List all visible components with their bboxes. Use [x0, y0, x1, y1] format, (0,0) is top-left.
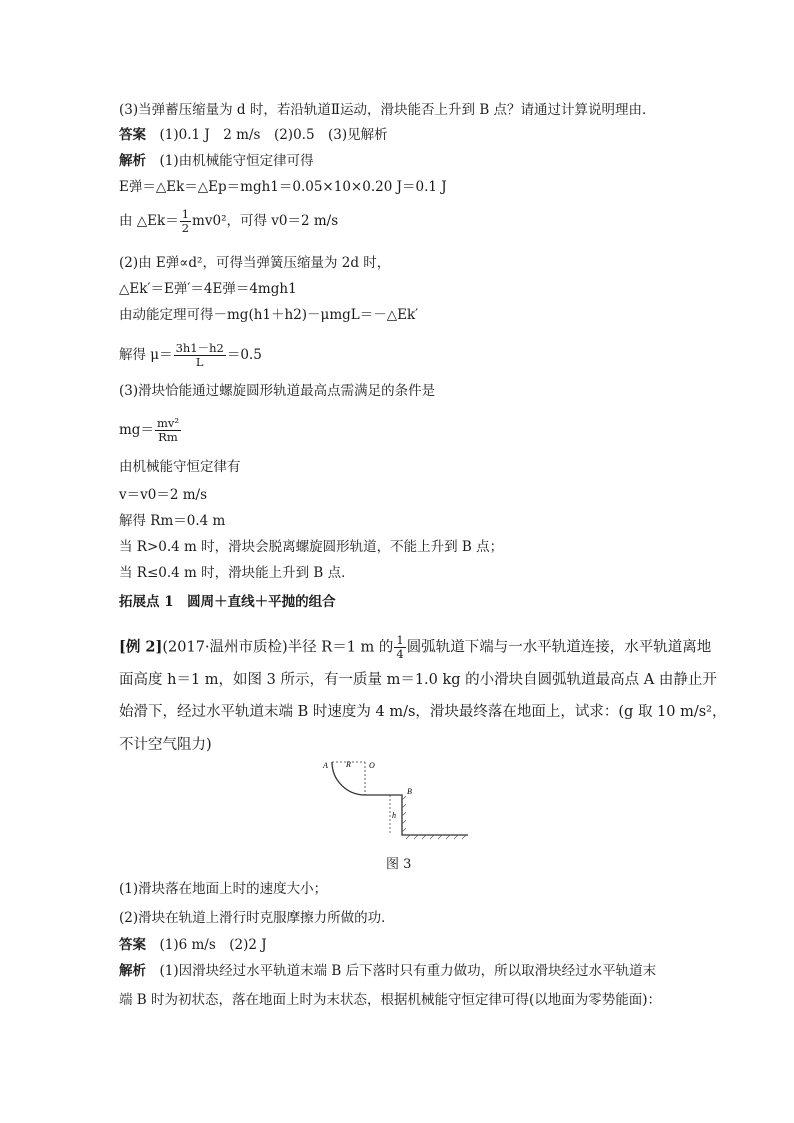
- label-b: B: [407, 787, 412, 796]
- eq-mu-pre: 解得 μ＝: [119, 347, 173, 363]
- sub-question-1: (1)滑块落在地面上时的速度大小；: [119, 881, 328, 897]
- label-h: h: [392, 811, 396, 820]
- analysis-label: 解析: [119, 963, 146, 979]
- line-energy-conservation: 由机械能守恒定律有: [119, 459, 241, 475]
- answer-line-2: [119, 936, 267, 954]
- question-3: (3)当弹蓄压缩量为 d 时，若沿轨道Ⅱ运动，滑块能否上升到 B 点？请通过计算说明理由．: [119, 102, 656, 118]
- fraction-numerator: 1: [181, 207, 190, 221]
- equation-kinetic: [119, 208, 338, 235]
- eq-kinetic-pre: 由 △Ek＝: [119, 213, 179, 229]
- track-path: [332, 762, 468, 835]
- eq-mg-pre: mg＝: [119, 422, 154, 438]
- label-a: A: [323, 761, 328, 770]
- section-heading: 拓展点 1 圆周＋直线＋平抛的组合: [119, 594, 336, 610]
- ground-hatch: [402, 796, 466, 839]
- answer-text: (1)6 m/s (2)2 J: [159, 937, 267, 953]
- example-line-4: 不计空气阻力): [119, 737, 212, 753]
- answer-text: (1)0.1 J 2 m/s (2)0.5 (3)见解析: [159, 127, 388, 143]
- fraction-denominator: L: [195, 355, 204, 369]
- sub-question-2: (2)滑块在轨道上滑行时克服摩擦力所做的功．: [119, 910, 395, 926]
- fraction-centripetal: [155, 417, 181, 444]
- equation-energy: E弹＝△Ek＝△Ep＝mgh1＝0.05×10×0.20 J＝0.1 J: [119, 179, 447, 195]
- analysis-text: (1)因滑块经过水平轨道末端 B 后下落时只有重力做功，所以取滑块经过水平轨道末: [159, 963, 657, 979]
- line-work-energy: 由动能定理可得－mg(h1＋h2)－μmgL＝－△Ek′: [119, 307, 419, 323]
- line-velocity: v＝v0＝2 m/s: [119, 487, 208, 503]
- fraction-numerator: mv²: [156, 416, 179, 430]
- fraction-quarter: [394, 634, 405, 661]
- fraction-denominator: 2: [181, 221, 190, 235]
- label-o: O: [369, 761, 375, 770]
- example-tag: [例 2]: [119, 638, 163, 656]
- fraction-numerator: 3h1－h2: [175, 341, 224, 355]
- fraction-mu: [174, 342, 226, 369]
- answer-line: [119, 126, 388, 144]
- answer-label: 答案: [119, 127, 146, 143]
- fraction-half: [180, 208, 191, 235]
- example-line-3: 始滑下，经过水平轨道末端 B 时速度为 4 m/s，滑块最终落在地面上，试求：(g 取 10 m/s²，: [119, 704, 727, 720]
- example-text-pre: (2017·温州市质检)半径 R＝1 m 的: [162, 639, 394, 656]
- line-solve-mu: [119, 342, 262, 369]
- analysis-line-2: [119, 962, 656, 980]
- line-solve-rm: 解得 Rm＝0.4 m: [119, 513, 226, 529]
- analysis-label: 解析: [119, 153, 146, 169]
- line-part-2: (2)由 E弹∝d²，可得当弹簧压缩量为 2d 时，: [119, 255, 391, 271]
- eq-kinetic-post: mv0²，可得 v0＝2 m/s: [192, 213, 339, 229]
- fraction-numerator: 1: [396, 633, 404, 647]
- line-delta-ek: △Ek′＝E弹′＝4E弹＝4mgh1: [119, 281, 297, 297]
- line-part-3: (3)滑块恰能通过螺旋圆形轨道最高点需满足的条件是: [119, 383, 436, 399]
- eq-mu-post: ＝0.5: [226, 347, 262, 363]
- answer-label: 答案: [119, 937, 146, 953]
- analysis-line-1: [119, 152, 314, 170]
- line-case-less: 当 R≤0.4 m 时，滑块能上升到 B 点．: [119, 565, 355, 581]
- label-r: R: [346, 760, 351, 769]
- example-text-post: 圆弧轨道下端与一水平轨道连接，水平轨道离地: [406, 639, 712, 656]
- analysis-text: (1)由机械能守恒定律可得: [159, 153, 314, 169]
- example-line-2: 面高度 h＝1 m，如图 3 所示，有一质量 m＝1.0 kg 的小滑块自圆弧轨道最高点 A 由静止开: [119, 672, 717, 688]
- line-case-greater: 当 R>0.4 m 时，滑块会脱离螺旋圆形轨道，不能上升到 B 点；: [119, 539, 504, 555]
- fraction-denominator: 4: [396, 647, 404, 661]
- figure-caption: 图 3: [386, 857, 412, 872]
- example-line-1: [119, 634, 711, 661]
- line-circular-condition: [119, 417, 182, 444]
- track-diagram: [320, 760, 480, 840]
- fraction-denominator: Rm: [158, 430, 178, 444]
- analysis-line-3: 端 B 时为初状态，落在地面上时为末状态，根据机械能守恒定律可得(以地面为零势能面)：: [119, 992, 662, 1008]
